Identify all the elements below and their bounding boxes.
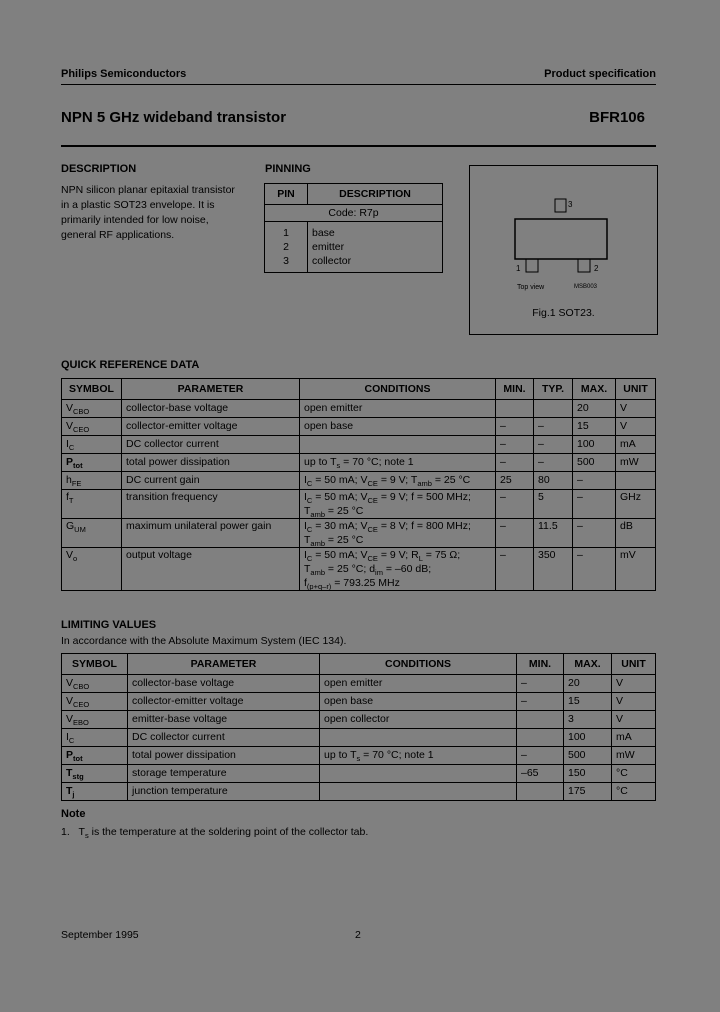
table-row: $V_{CBO}$ collector-base voltage open emitter 20 V bbox=[62, 400, 656, 418]
table-row: 3 collector bbox=[265, 254, 443, 273]
pin3-label: 3 bbox=[568, 200, 573, 209]
table-row: $h_{FE}$ DC current gain $I_C = 50$ mA; $V_{CE} = 9$ V; $T_{amb} = 25$ °C 25 80 – bbox=[62, 472, 656, 490]
table-row: $f_T$ transition frequency $I_C = 50$ mA; $V_{CE} = 9$ V; f = 500 MHz; $T_{amb} = 25$ °C – 5 – GHz bbox=[62, 490, 656, 519]
title-rule bbox=[61, 145, 656, 147]
table-row: $I_C$ DC collector current 100 mA bbox=[62, 729, 656, 747]
table-row: 1 base bbox=[265, 222, 443, 241]
table-row: $T_j$ junction temperature 175 °C bbox=[62, 783, 656, 801]
table-row: $V_{CEO}$ collector-emitter voltage open base – – 15 V bbox=[62, 418, 656, 436]
page-title: NPN 5 GHz wideband transistor bbox=[61, 109, 287, 126]
table-row: $V_{CBO}$ collector-base voltage open emitter – 20 V bbox=[62, 675, 656, 693]
table-row: 2 emitter bbox=[265, 240, 443, 254]
table-row: $G_{UM}$ maximum unilateral power gain $I_C = 30$ mA; $V_{CE} = 8$ V; f = 800 MHz; $T_{amb} = 25$ °C – 11.5 – dB bbox=[62, 519, 656, 548]
header-doc-type: Product specification bbox=[544, 68, 656, 80]
sot23-figure bbox=[469, 165, 658, 335]
pin1-label: 1 bbox=[516, 264, 521, 273]
limiting-values-table: SYMBOL PARAMETER CONDITIONS MIN. MAX. UNIT $V_{CBO}$ collector-base voltage open emitter – 20 V $V_{CEO}$ collector-emitter voltage open base – 15 V $V_{EBO}$ emitter-base voltage open collector 3 V $I_C$ DC collector current 100 mA $P_{tot}$ total power dissipation up to $T_s = 70$ °C; note 1 – 500 mW $T_{stg}$ storage temperature –65 150 °C $T_j$ junction temperature 175 °C bbox=[61, 653, 656, 801]
quick-reference-table: SYMBOL PARAMETER CONDITIONS MIN. TYP. MAX. UNIT $V_{CBO}$ collector-base voltage open emitter 20 V $V_{CEO}$ collector-emitter voltage open base – – 15 V $I_C$ DC collector current – – 100 mA $P_{tot}$ total power dissipation up to $T_s = 70$ °C; note 1 – – 500 mW $h_{FE}$ DC current gain $I_C = 50$ mA; $V_{CE} = 9$ V; $T_{amb} = 25$ °C 25 80 – $f_T$ transition frequency $I_C = 50$ mA; $V_{CE} = 9$ V; f = 500 MHz; $T_{amb} = 25$ °C – 5 – GHz $G_{UM}$ maximum unilateral power gain $I_C = 30$ mA; $V_{CE} = 8$ V; f = 800 MHz; $T_{amb} = 25$ °C – 11.5 – dB $V_o$ output voltage $I_C = 50$ mA; $V_{CE} = 9$ V; $R_L = 75$ Ω; $T_{amb} = 25$ °C; $d_{im} = -60$ dB; $f_{(p+q-r)} = 793.25$ MHz – 350 – mV bbox=[61, 378, 656, 591]
part-number: BFR106 bbox=[589, 109, 645, 126]
limits-heading: LIMITING VALUES bbox=[61, 619, 157, 631]
table-row: $P_{tot}$ total power dissipation up to $T_s = 70$ °C; note 1 – – 500 mW bbox=[62, 454, 656, 472]
figure-caption: Fig.1 SOT23. bbox=[532, 307, 595, 319]
table-row: $P_{tot}$ total power dissipation up to $T_s = 70$ °C; note 1 – 500 mW bbox=[62, 747, 656, 765]
description-text: NPN silicon planar epitaxial transistor in a plastic SOT23 envelope. It is primarily intended for low noise, general RF applications. bbox=[61, 184, 235, 241]
footer-date: September 1995 bbox=[61, 929, 139, 941]
header-company: Philips Semiconductors bbox=[61, 68, 187, 80]
table-row: $T_{stg}$ storage temperature –65 150 °C bbox=[62, 765, 656, 783]
pinning-code: Code: R7p bbox=[265, 205, 443, 222]
table-row: $V_{CEO}$ collector-emitter voltage open base – 15 V bbox=[62, 693, 656, 711]
limits-intro: In accordance with the Absolute Maximum System (IEC 134). bbox=[61, 635, 347, 647]
note-heading: Note bbox=[61, 808, 86, 820]
description-heading: DESCRIPTION bbox=[61, 163, 137, 175]
note-text: 1. $T_s$ is the temperature at the soldering point of the collector tab. bbox=[61, 826, 369, 841]
top-view-label: Top view bbox=[517, 284, 545, 291]
header-rule bbox=[61, 84, 656, 85]
table-row: $I_C$ DC collector current – – 100 mA bbox=[62, 436, 656, 454]
page-number: 2 bbox=[355, 929, 361, 941]
qrd-heading: QUICK REFERENCE DATA bbox=[61, 359, 200, 371]
pinning-heading: PINNING bbox=[265, 163, 311, 175]
table-row: $V_{EBO}$ emitter-base voltage open collector 3 V bbox=[62, 711, 656, 729]
pinning-table: PIN DESCRIPTION Code: R7p 1 base 2 emitter 3 collector bbox=[264, 183, 443, 273]
figure-code: MSB003 bbox=[574, 284, 598, 290]
table-row: $V_o$ output voltage $I_C = 50$ mA; $V_{CE} = 9$ V; $R_L = 75$ Ω; $T_{amb} = 25$ °C; $d_{im} = -60$ dB; $f_{(p+q-r)} = 793.25$ MHz – 350 – mV bbox=[62, 548, 656, 591]
pin2-label: 2 bbox=[594, 264, 599, 273]
